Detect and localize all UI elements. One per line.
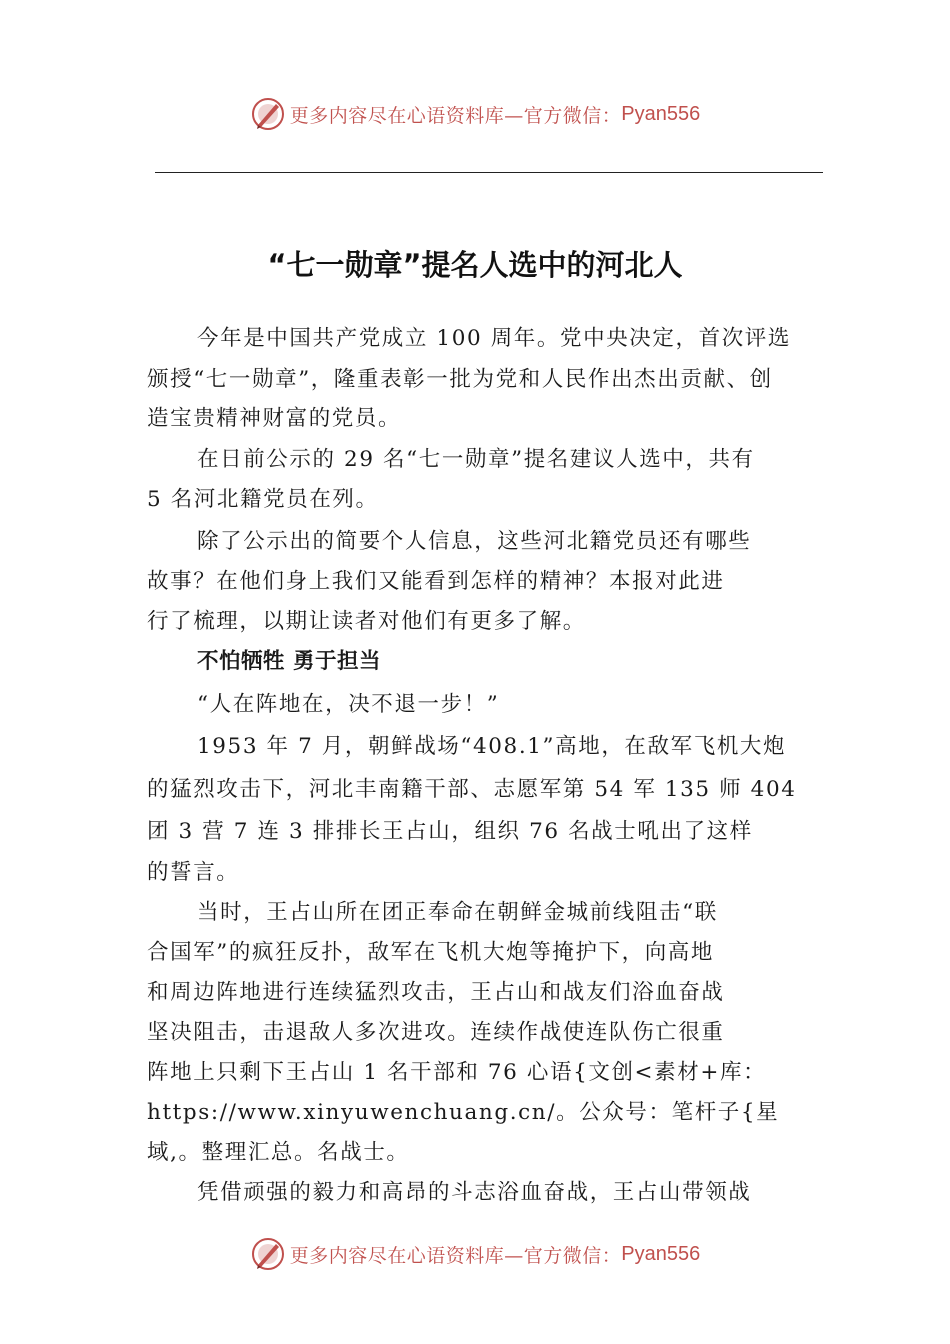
text-line: 凭借顽强的毅力和高昂的斗志浴血奋战，王占山带领战 (197, 1180, 752, 1205)
banner-text: 更多内容尽在心语资料库—官方微信： (289, 1244, 622, 1267)
text-line: 当时，王占山所在团正奉命在朝鲜金城前线阻击“联 (197, 900, 718, 925)
text-line: 造宝贵精神财富的党员。 (147, 406, 402, 431)
quill-logo-icon (250, 96, 286, 132)
text-line: 颁授“七一勋章”，隆重表彰一批为党和人民作出杰出贡献、创 (147, 367, 773, 392)
section-heading: 不怕牺牲 勇于担当 (197, 649, 381, 674)
wechat-id: Pyan556 (621, 102, 701, 125)
text-line: 除了公示出的简要个人信息，这些河北籍党员还有哪些 (197, 529, 752, 554)
text-line: 团 3 营 7 连 3 排排长王占山，组织 76 名战士吼出了这样 (147, 819, 753, 844)
text-line: 坚决阻击，击退敌人多次进攻。连续作战使连队伤亡很重 (147, 1020, 725, 1045)
text-line: 阵地上只剩下王占山 1 名干部和 76 心语{文创<素材+库： (147, 1060, 767, 1085)
text-line: 故事？在他们身上我们又能看到怎样的精神？本报对此进 (147, 569, 725, 594)
footer-banner (0, 1234, 950, 1274)
text-line: 今年是中国共产党成立 100 周年。党中央决定，首次评选 (197, 326, 792, 351)
text-line: 合国军”的疯狂反扑，敌军在飞机大炮等掩护下，向高地 (147, 940, 714, 965)
text-line: 和周边阵地进行连续猛烈攻击，王占山和战友们浴血奋战 (147, 980, 725, 1005)
quill-logo-icon (250, 1236, 286, 1272)
text-line: 的猛烈攻击下，河北丰南籍干部、志愿军第 54 军 135 师 404 (147, 777, 797, 802)
text-line: https://www.xinyuwenchuang.cn/。公众号：笔杆子{星 (147, 1100, 780, 1125)
document-title: “七一勋章”提名人选中的河北人 (267, 248, 683, 282)
text-line: 5 名河北籍党员在列。 (147, 487, 379, 512)
banner-text: 更多内容尽在心语资料库—官方微信： (289, 104, 622, 127)
header-rule (155, 172, 823, 173)
text-line: 在日前公示的 29 名“七一勋章”提名建议人选中，共有 (197, 447, 755, 472)
text-line: 1953 年 7 月，朝鲜战场“408.1”高地，在敌军飞机大炮 (197, 734, 787, 759)
text-line: 域,。整理汇总。名战士。 (147, 1140, 410, 1165)
wechat-id: Pyan556 (621, 1242, 701, 1265)
text-line: 行了梳理，以期让读者对他们有更多了解。 (147, 609, 586, 634)
header-banner (0, 94, 950, 134)
text-line: “人在阵地在，决不退一步！” (197, 692, 500, 717)
text-line: 的誓言。 (147, 860, 240, 885)
